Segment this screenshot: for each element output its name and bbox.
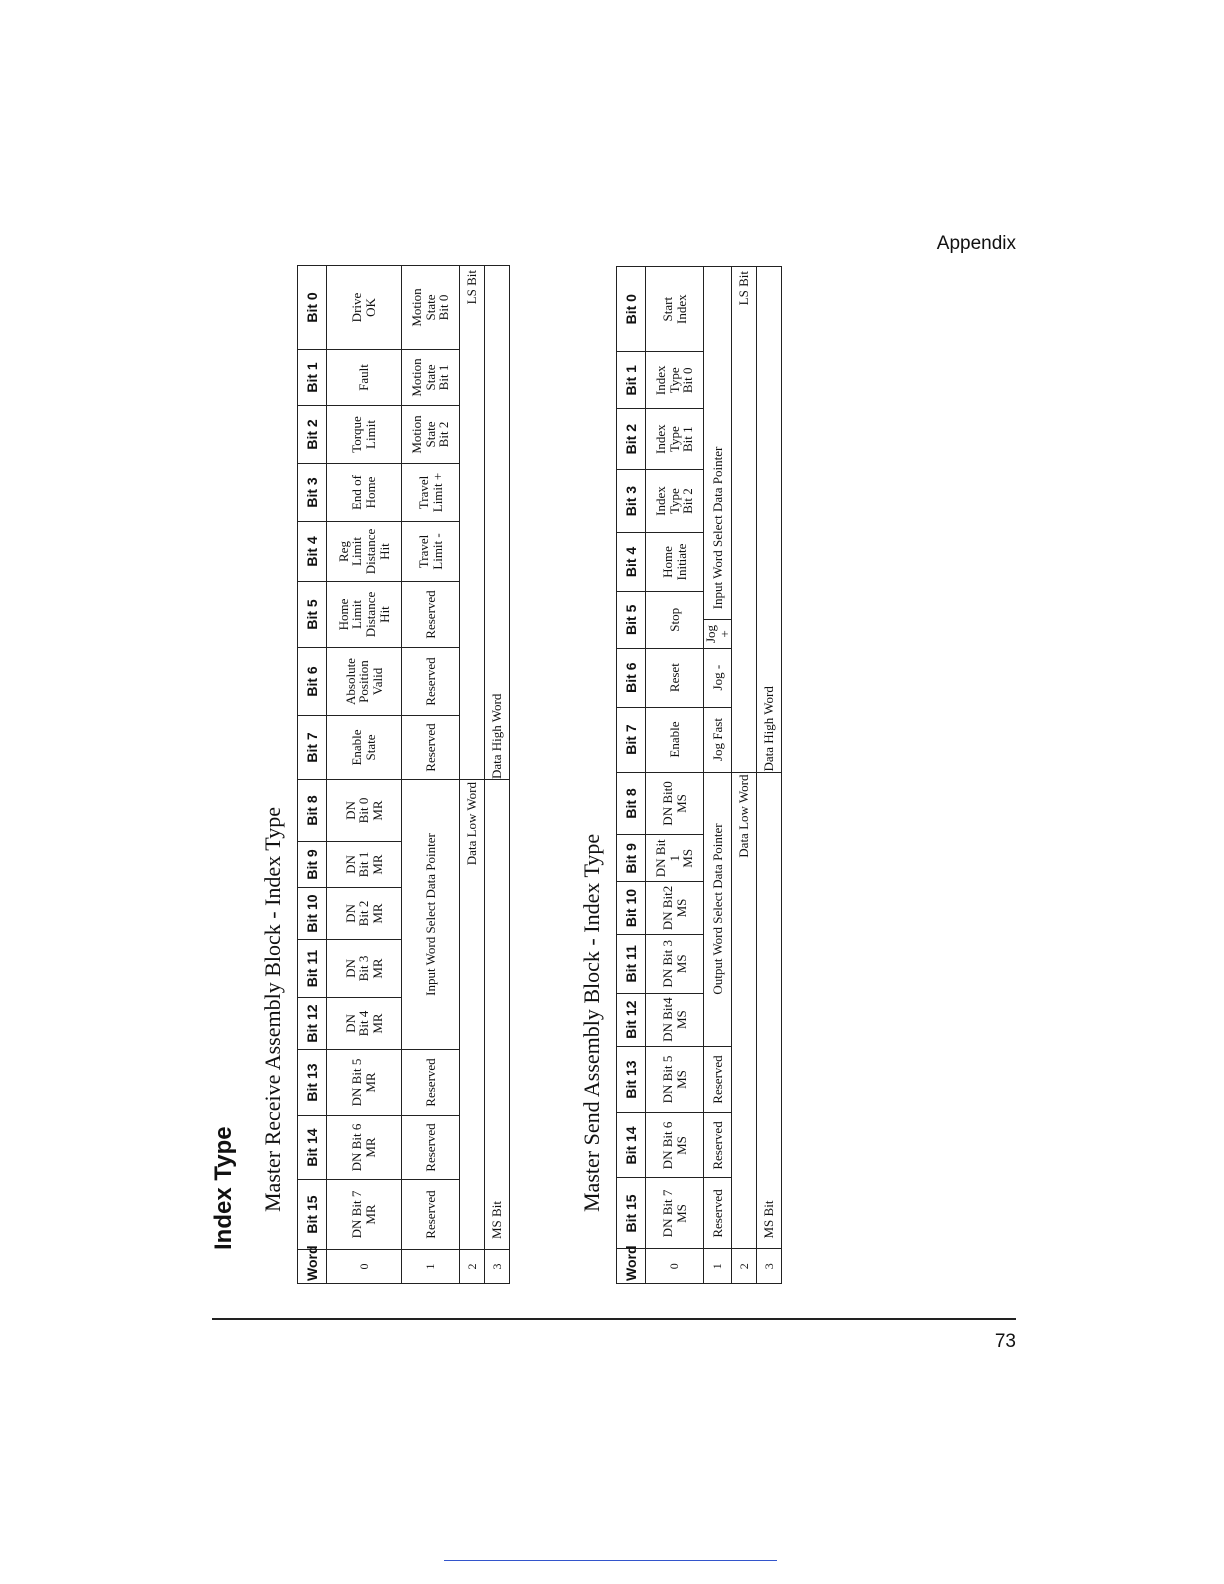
bit-cell: Index Type Bit 0 <box>646 352 704 409</box>
bit-cell: Reserved <box>704 1178 732 1249</box>
bit-cell: DN Bit2 MS <box>646 882 704 935</box>
col-header-bit1: Bit 1 <box>298 350 327 406</box>
bit-cell: Jog Fast <box>704 707 732 772</box>
col-header-bit11: Bit 11 <box>617 934 646 993</box>
bit-cell: DN Bit 7 MS <box>646 1178 704 1249</box>
table-row <box>485 266 510 1284</box>
table-row <box>402 266 460 1284</box>
bit-cell: DN Bit 6 MR <box>327 1116 402 1180</box>
col-header-bit14: Bit 14 <box>298 1116 327 1180</box>
word-cell: 1 <box>704 1249 732 1284</box>
col-header-bit2: Bit 2 <box>298 406 327 464</box>
col-header-bit5: Bit 5 <box>617 591 646 648</box>
bit-cell: Reserved <box>402 648 460 716</box>
bit-cell: Reserved <box>402 582 460 648</box>
bit-cell: Stop <box>646 591 704 648</box>
bit-cell: Reserved <box>402 716 460 780</box>
ms-bit-cell: MS Bit <box>757 772 782 1249</box>
bit-cell: Enable <box>646 707 704 772</box>
bit-cell: Travel Limit + <box>402 464 460 522</box>
col-header-word: Word <box>298 1250 327 1284</box>
ls-bit-cell: LS Bit <box>732 267 757 773</box>
col-header-bit9: Bit 9 <box>298 842 327 888</box>
bit-cell: DN Bit0 MS <box>646 772 704 835</box>
receive-table-wrapper <box>297 265 510 1284</box>
send-block-title: Master Send Assembly Block - Index Type <box>579 833 604 1212</box>
bit-cell: Start Index <box>646 267 704 352</box>
footer-divider <box>212 1318 1016 1320</box>
bit-cell: Reserved <box>402 1050 460 1116</box>
receive-block-title: Master Receive Assembly Block - Index Type <box>260 807 285 1212</box>
col-header-bit4: Bit 4 <box>617 533 646 592</box>
input-word-select-data-pointer: Input Word Select Data Pointer <box>704 267 732 620</box>
col-header-bit12: Bit 12 <box>298 998 327 1050</box>
bit-cell: DN Bit 2 MR <box>327 888 402 940</box>
col-header-bit7: Bit 7 <box>617 707 646 772</box>
col-header-bit8: Bit 8 <box>298 780 327 842</box>
col-header-bit6: Bit 6 <box>617 648 646 707</box>
bit-cell: Travel Limit - <box>402 522 460 582</box>
col-header-bit2: Bit 2 <box>617 409 646 470</box>
bit-cell: Absolute Position Valid <box>327 648 402 716</box>
word-cell: 1 <box>402 1250 460 1284</box>
bit-cell: Reg Limit Distance Hit <box>327 522 402 582</box>
table-row <box>646 267 704 1284</box>
bit-cell: Fault <box>327 350 402 406</box>
bit-cell: DN Bit 3 MR <box>327 940 402 998</box>
col-header-bit10: Bit 10 <box>298 888 327 940</box>
word-cell: 2 <box>732 1249 757 1284</box>
col-header-bit3: Bit 3 <box>298 464 327 522</box>
send-table-wrapper <box>616 266 782 1284</box>
header-row <box>617 267 646 1284</box>
bit-cell: Index Type Bit 2 <box>646 470 704 533</box>
header-row <box>298 266 327 1284</box>
col-header-bit14: Bit 14 <box>617 1113 646 1178</box>
output-word-select-data-pointer: Output Word Select Data Pointer <box>704 772 732 1046</box>
ls-bit-cell: LS Bit <box>460 266 485 780</box>
bit-cell: DN Bit 3 MS <box>646 934 704 993</box>
col-header-bit1: Bit 1 <box>617 352 646 409</box>
col-header-word: Word <box>617 1249 646 1284</box>
col-header-bit9: Bit 9 <box>617 835 646 882</box>
col-header-bit15: Bit 15 <box>298 1180 327 1250</box>
col-header-bit10: Bit 10 <box>617 882 646 935</box>
table-row <box>704 267 732 1284</box>
col-header-bit13: Bit 13 <box>298 1050 327 1116</box>
bit-cell: Index Type Bit 1 <box>646 409 704 470</box>
bit-cell: End of Home <box>327 464 402 522</box>
bit-cell: DN Bit 0 MR <box>327 780 402 842</box>
bit-cell: Home Limit Distance Hit <box>327 582 402 648</box>
data-high-word-cell: Data High Word <box>757 267 782 773</box>
col-header-bit0: Bit 0 <box>617 267 646 352</box>
bottom-link-underline <box>444 1560 777 1561</box>
col-header-bit0: Bit 0 <box>298 266 327 350</box>
bit-cell: DN Bit 1 MR <box>327 842 402 888</box>
table-row <box>327 266 402 1284</box>
word-cell: 3 <box>757 1249 782 1284</box>
col-header-bit6: Bit 6 <box>298 648 327 716</box>
col-header-bit8: Bit 8 <box>617 772 646 835</box>
bit-cell: Reserved <box>704 1046 732 1113</box>
bit-cell: Jog - <box>704 648 732 707</box>
bit-cell: Enable State <box>327 716 402 780</box>
data-high-word-cell: Data High Word <box>485 266 510 780</box>
col-header-bit13: Bit 13 <box>617 1046 646 1113</box>
word-cell: 0 <box>327 1250 402 1284</box>
ms-bit-cell: MS Bit <box>485 780 510 1250</box>
running-header: Appendix <box>936 233 1016 254</box>
bit-cell: Reserved <box>402 1116 460 1180</box>
col-header-bit5: Bit 5 <box>298 582 327 648</box>
col-header-bit15: Bit 15 <box>617 1178 646 1249</box>
data-low-word-cell <box>732 772 757 1249</box>
data-low-word-label: Data Low Word <box>736 774 752 858</box>
word-cell: 3 <box>485 1250 510 1284</box>
bit-cell: DN Bit 5 MR <box>327 1050 402 1116</box>
bit-cell: DN Bit 4 MR <box>327 998 402 1050</box>
bit-cell: Reset <box>646 648 704 707</box>
col-header-bit12: Bit 12 <box>617 993 646 1046</box>
bit-cell: DN Bit 6 MS <box>646 1113 704 1178</box>
word-cell: 2 <box>460 1250 485 1284</box>
bit-cell: DN Bit 7 MR <box>327 1180 402 1250</box>
word-cell: 0 <box>646 1249 704 1284</box>
col-header-bit7: Bit 7 <box>298 716 327 780</box>
data-low-word-label: Data Low Word <box>464 782 480 866</box>
table-row <box>757 267 782 1284</box>
bit-cell: DN Bit 1 MS <box>646 835 704 882</box>
bit-cell: Motion State Bit 0 <box>402 266 460 350</box>
input-word-select-data-pointer: Input Word Select Data Pointer <box>402 780 460 1050</box>
bit-cell: DN Bit4 MS <box>646 993 704 1046</box>
bit-cell: Reserved <box>704 1113 732 1178</box>
bit-cell: Drive OK <box>327 266 402 350</box>
bit-cell: Torque Limit <box>327 406 402 464</box>
bit-cell: Motion State Bit 2 <box>402 406 460 464</box>
section-heading: Index Type <box>210 1126 237 1250</box>
data-low-word-cell <box>460 780 485 1250</box>
table-row <box>732 267 757 1284</box>
table-row <box>460 266 485 1284</box>
col-header-bit11: Bit 11 <box>298 940 327 998</box>
bit-cell: Motion State Bit 1 <box>402 350 460 406</box>
send-assembly-table <box>616 266 782 1284</box>
bit-cell: DN Bit 5 MS <box>646 1046 704 1113</box>
page-number: 73 <box>994 1331 1016 1352</box>
bit-cell: Jog + <box>704 620 732 648</box>
col-header-bit3: Bit 3 <box>617 470 646 533</box>
col-header-bit4: Bit 4 <box>298 522 327 582</box>
bit-cell: Reserved <box>402 1180 460 1250</box>
bit-cell: Home Initiate <box>646 533 704 592</box>
receive-assembly-table <box>297 265 510 1284</box>
